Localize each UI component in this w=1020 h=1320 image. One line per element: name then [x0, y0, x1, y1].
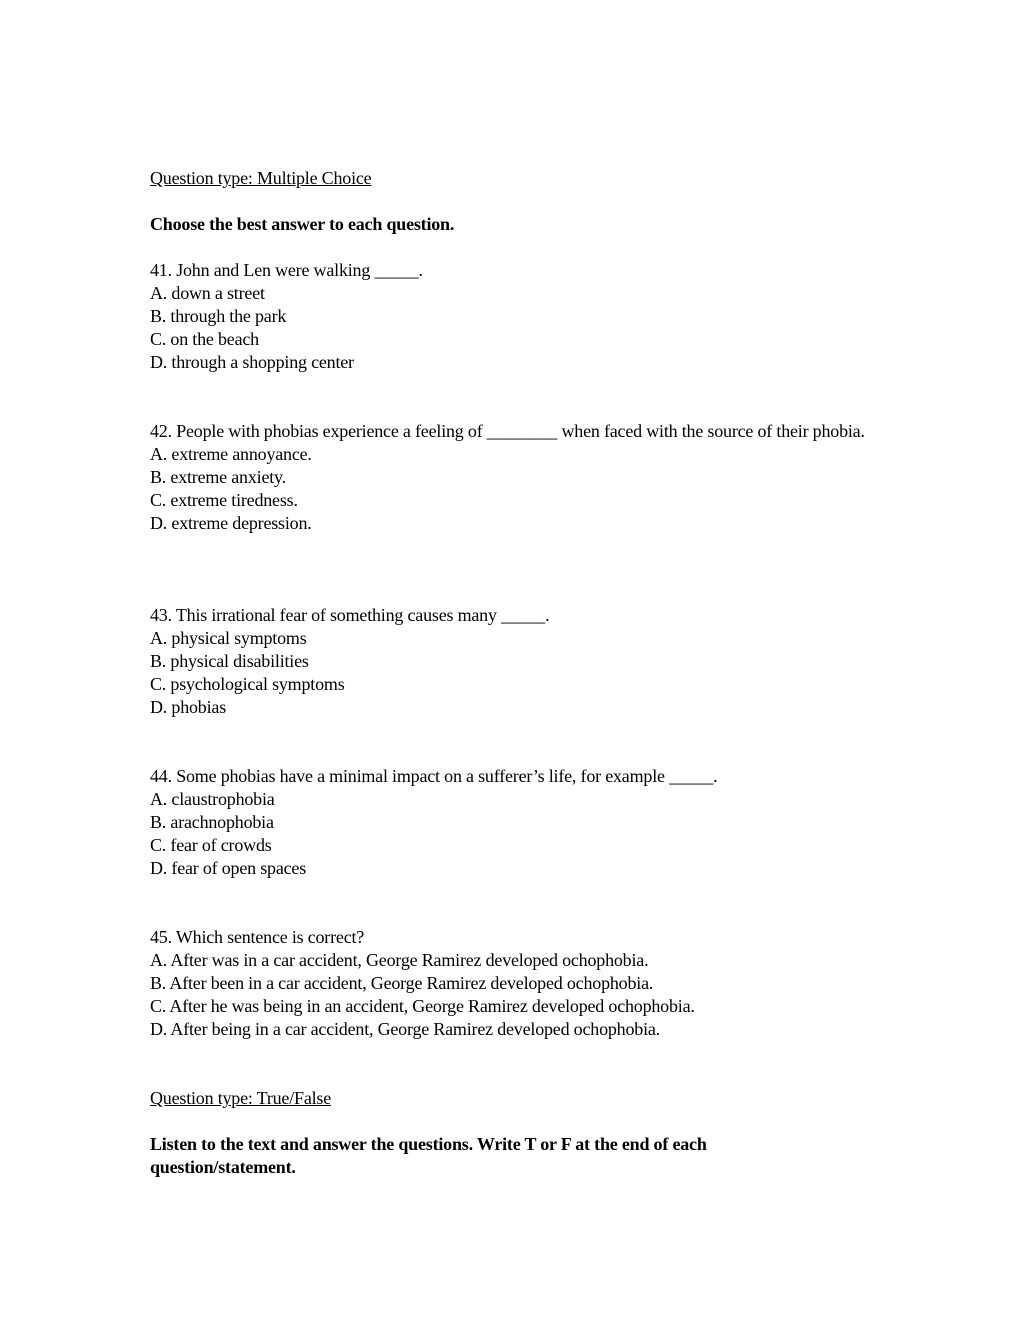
answer-option: A. claustrophobia	[150, 789, 275, 809]
question-42	[150, 420, 875, 535]
question-41	[150, 259, 875, 374]
answer-option: D. extreme depression.	[150, 513, 312, 533]
question-43	[150, 604, 875, 719]
question-stem: 43. This irrational fear of something causes many _____.	[150, 605, 550, 625]
answer-option: A. down a street	[150, 283, 265, 303]
answer-option: A. extreme annoyance.	[150, 444, 312, 464]
answer-option: B. After been in a car accident, George Ramirez developed ochophobia.	[150, 973, 654, 993]
answer-option: B. physical disabilities	[150, 651, 309, 671]
question-stem: 44. Some phobias have a minimal impact on a sufferer’s life, for example _____.	[150, 766, 718, 786]
answer-option: B. through the park	[150, 306, 287, 326]
answer-option: A. After was in a car accident, George Ramirez developed ochophobia.	[150, 950, 649, 970]
answer-option: C. fear of crowds	[150, 835, 272, 855]
answer-option: D. through a shopping center	[150, 352, 354, 372]
answer-option: A. physical symptoms	[150, 628, 307, 648]
section-heading-true-false: Question type: True/False	[150, 1088, 332, 1108]
question-stem: 42. People with phobias experience a feeling of ________ when faced with the source of their phobia.	[150, 421, 865, 441]
answer-option: B. extreme anxiety.	[150, 467, 286, 487]
answer-option: C. psychological symptoms	[150, 674, 345, 694]
question-45	[150, 926, 875, 1041]
question-44	[150, 765, 875, 880]
question-stem: 45. Which sentence is correct?	[150, 927, 365, 947]
answer-option: D. After being in a car accident, George Ramirez developed ochophobia.	[150, 1019, 660, 1039]
answer-option: C. extreme tiredness.	[150, 490, 298, 510]
instruction-multiple-choice: Choose the best answer to each question.	[150, 214, 455, 234]
question-stem: 41. John and Len were walking _____.	[150, 260, 423, 280]
section-heading-multiple-choice: Question type: Multiple Choice	[150, 168, 372, 188]
instruction-true-false: Listen to the text and answer the questions. Write T or F at the end of each question/statement.	[150, 1134, 707, 1177]
answer-option: B. arachnophobia	[150, 812, 274, 832]
answer-option: D. phobias	[150, 697, 226, 717]
answer-option: C. After he was being in an accident, George Ramirez developed ochophobia.	[150, 996, 695, 1016]
answer-option: C. on the beach	[150, 329, 259, 349]
answer-option: D. fear of open spaces	[150, 858, 307, 878]
